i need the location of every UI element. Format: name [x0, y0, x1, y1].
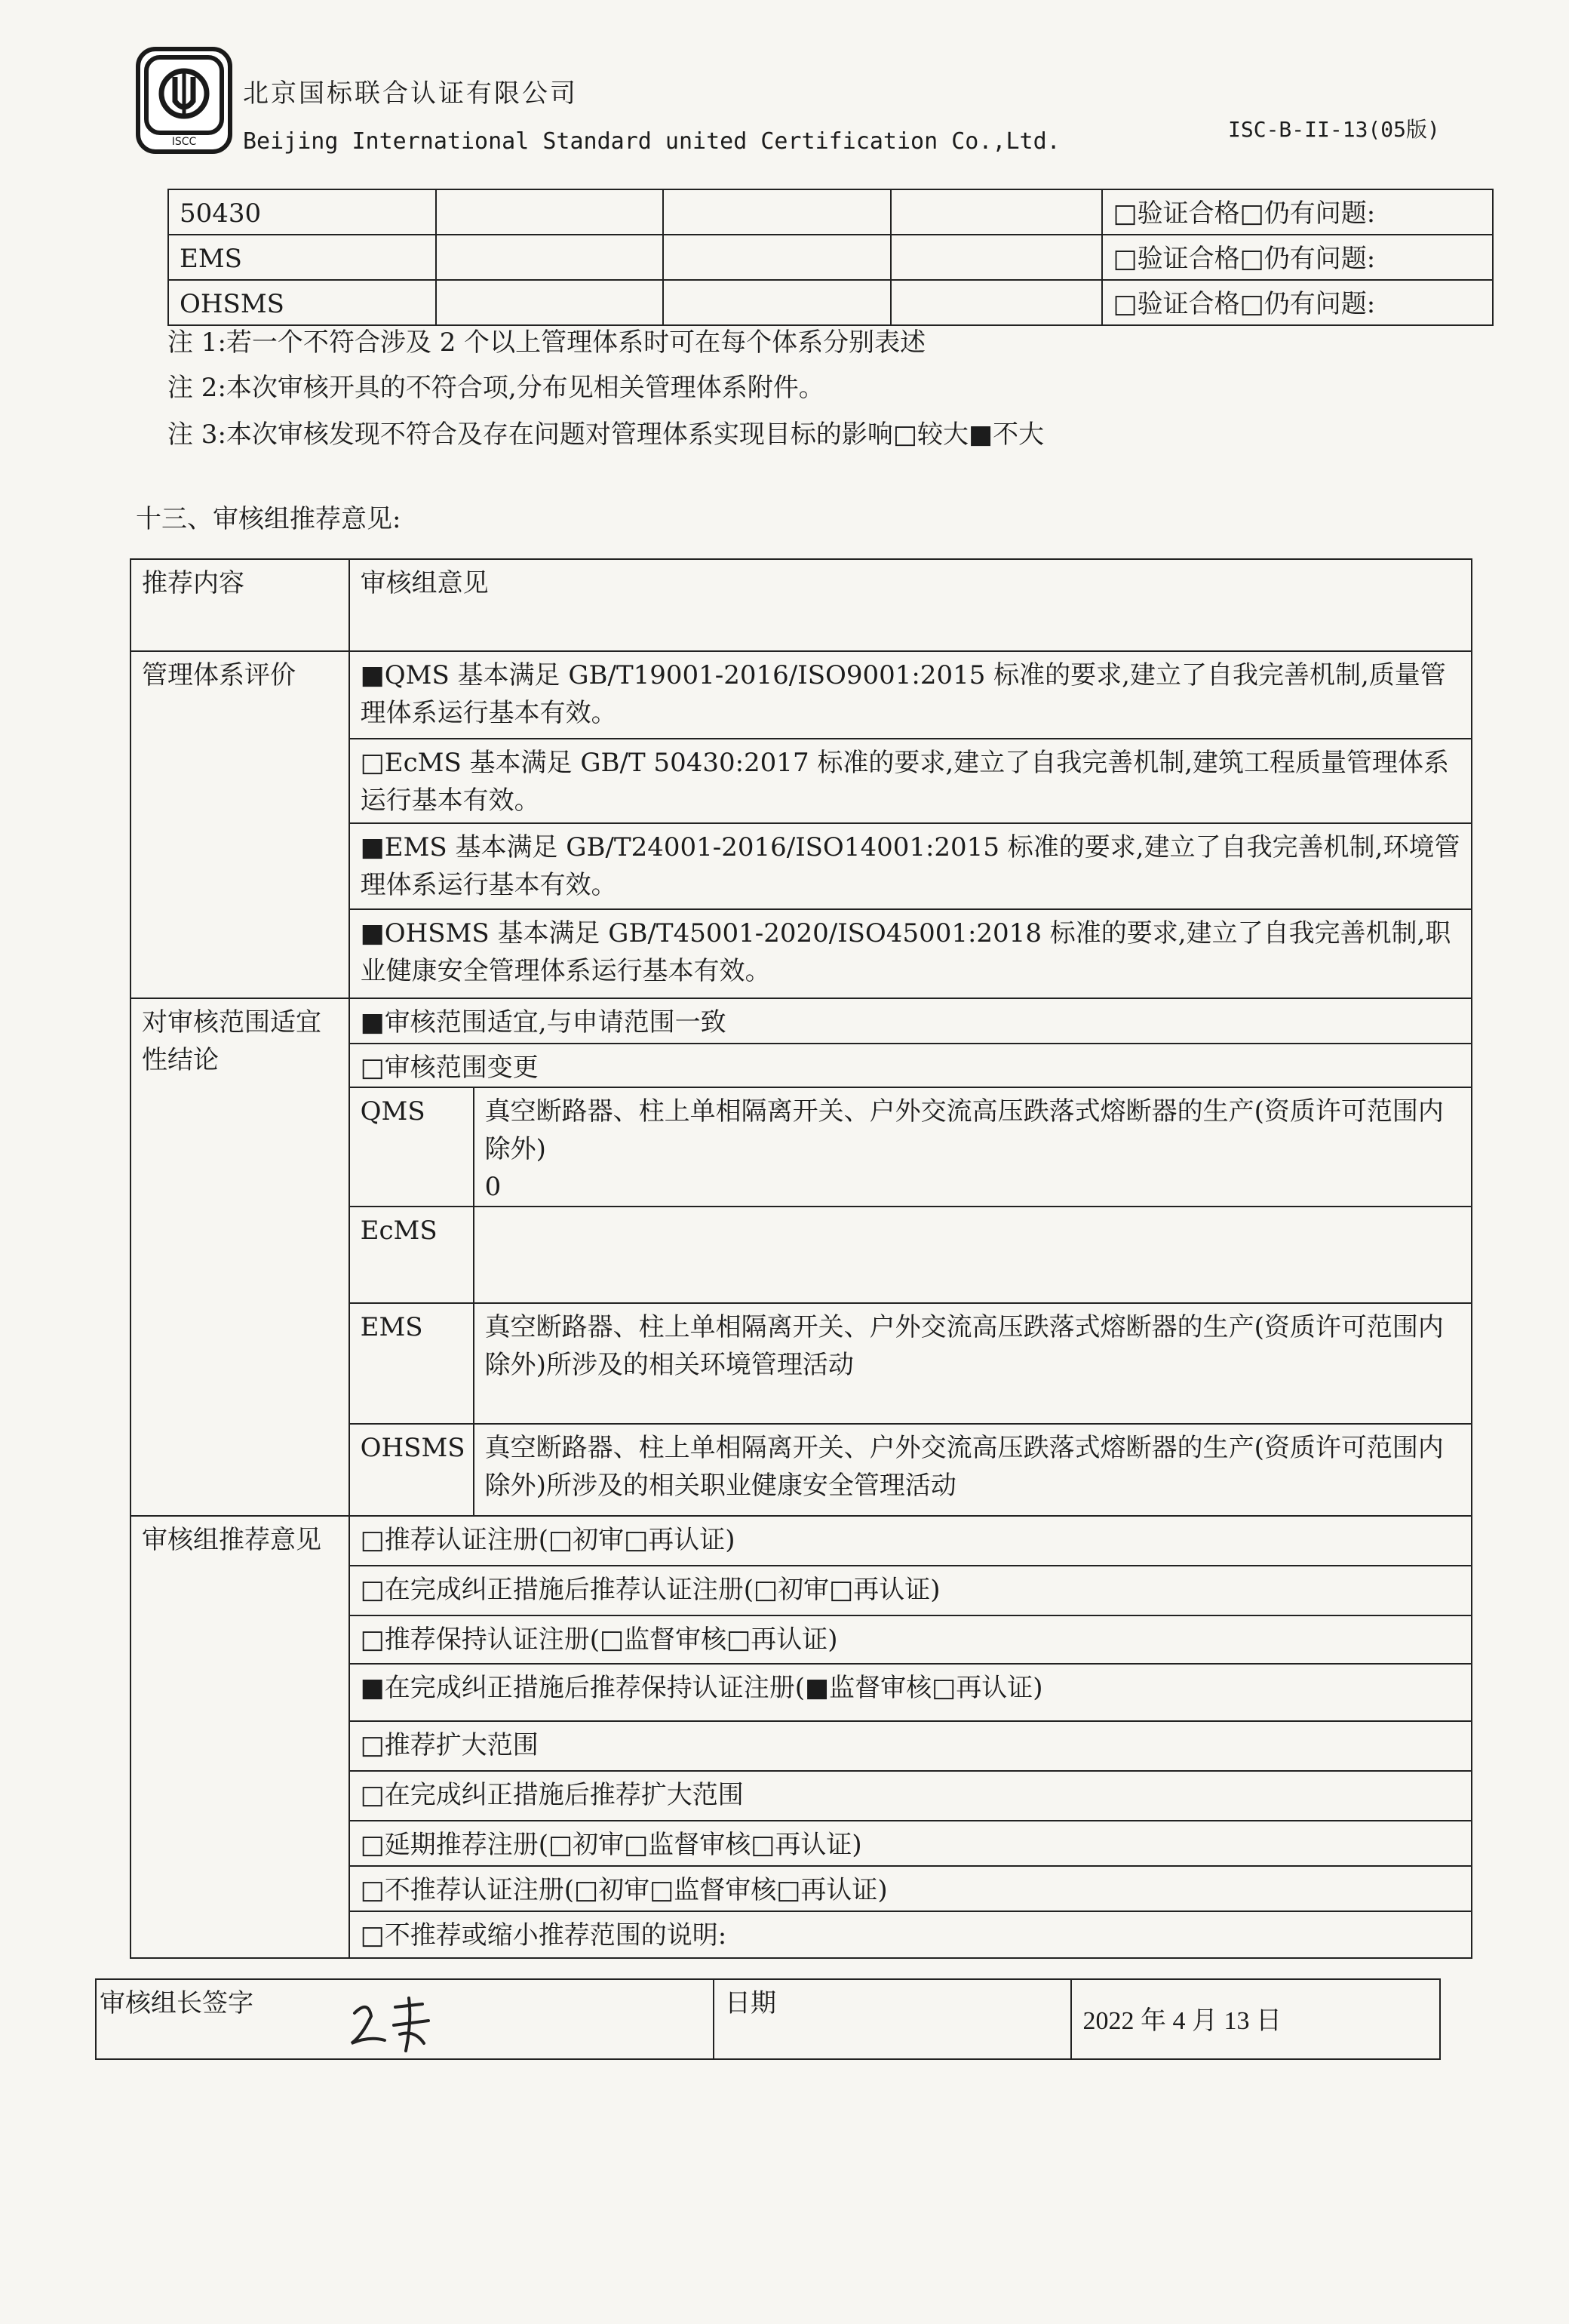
table-row [130, 1516, 1472, 1566]
logo-text: ISCC [171, 136, 197, 148]
note-1: 注 1:若一个不符合涉及 2 个以上管理体系时可在每个体系分别表述 [167, 327, 926, 358]
table-row [130, 998, 1472, 1044]
rec-option: □推荐保持认证注册(□监督审核□再认证) [360, 1625, 838, 1655]
rec-option: □在完成纠正措施后推荐扩大范围 [360, 1780, 744, 1810]
verification-status: □验证合格□仍有问题: [1113, 289, 1376, 319]
scope-system: EMS [360, 1312, 423, 1342]
document-code: ISC-B-II-13(05版) [1228, 117, 1440, 142]
scope-extra: 0 [484, 1172, 502, 1202]
eval-item-ohsms: ■OHSMS 基本满足 GB/T45001-2020/ISO45001:2018 标准的要求,建立了自我完善机制,职业健康安全管理体系运行基本有效。 [360, 918, 1451, 986]
scope-system: QMS [360, 1096, 425, 1127]
rec-option: ■在完成纠正措施后推荐保持认证注册(■监督审核□再认证) [360, 1673, 1043, 1703]
logo-emblem-icon [140, 51, 228, 149]
eval-label: 管理体系评价 [142, 660, 296, 690]
recommendation-table [130, 558, 1472, 1959]
system-label: 50430 [180, 198, 262, 229]
table-row [130, 651, 1472, 739]
scope-text: 真空断路器、柱上单相隔离开关、户外交流高压跌落式熔断器的生产(资质许可范围内除外)所涉及的相关环境管理活动 [484, 1312, 1444, 1380]
table-row [168, 235, 1493, 280]
eval-item-qms: ■QMS 基本满足 GB/T19001-2016/ISO9001:2015 标准的要求,建立了自我完善机制,质量管理体系运行基本有效。 [360, 660, 1446, 728]
scope-text: 真空断路器、柱上单相隔离开关、户外交流高压跌落式熔断器的生产(资质许可范围内除外) [484, 1096, 1444, 1164]
company-name-en: Beijing International Standard united Certification Co.,Ltd. [243, 128, 1061, 155]
note-2: 注 2:本次审核开具的不符合项,分布见相关管理体系附件。 [167, 373, 824, 403]
table-row [168, 189, 1493, 235]
system-label: EMS [180, 244, 242, 274]
leader-signature-label: 审核组长签字 [100, 1988, 253, 2018]
eval-item-ecms: □EcMS 基本满足 GB/T 50430:2017 标准的要求,建立了自我完善机制,建筑工程质量管理体系运行基本有效。 [360, 748, 1449, 816]
note-3: 注 3:本次审核发现不符合及存在问题对管理体系实现目标的影响□较大■不大 [167, 420, 1045, 450]
eval-item-ems: ■EMS 基本满足 GB/T24001-2016/ISO14001:2015 标准的要求,建立了自我完善机制,环境管理体系运行基本有效。 [360, 832, 1460, 900]
company-logo [136, 47, 232, 154]
scope-system: OHSMS [360, 1433, 465, 1463]
scope-text: 真空断路器、柱上单相隔离开关、户外交流高压跌落式熔断器的生产(资质许可范围内除外)所涉及的相关职业健康安全管理活动 [484, 1433, 1444, 1501]
date-value: 2022 年 4 月 13 日 [1082, 2007, 1282, 2035]
scope-text [474, 1207, 1471, 1212]
verification-table [167, 189, 1494, 326]
rec-option: □推荐认证注册(□初审□再认证) [360, 1525, 735, 1555]
rec-option: □延期推荐注册(□初审□监督审核□再认证) [360, 1830, 862, 1860]
handwritten-signature [339, 1990, 460, 2058]
scope-option-changed: □审核范围变更 [360, 1053, 539, 1083]
rec-option: □在完成纠正措施后推荐认证注册(□初审□再认证) [360, 1575, 941, 1605]
verification-status: □验证合格□仍有问题: [1113, 244, 1376, 274]
rec-option: □不推荐或缩小推荐范围的说明: [360, 1920, 727, 1950]
scope-option-suitable: ■审核范围适宜,与申请范围一致 [360, 1007, 726, 1038]
table-row [96, 1979, 1440, 2059]
scope-system: EcMS [360, 1216, 438, 1246]
rec-label: 审核组推荐意见 [142, 1525, 321, 1555]
scope-label: 对审核范围适宜性结论 [142, 1007, 321, 1075]
table-row [130, 559, 1472, 651]
section-title: 十三、审核组推荐意见: [136, 504, 401, 534]
verification-status: □验证合格□仍有问题: [1113, 198, 1376, 229]
rec-option: □不推荐认证注册(□初审□监督审核□再认证) [360, 1875, 888, 1905]
rec-option: □推荐扩大范围 [360, 1730, 539, 1760]
table-row [168, 280, 1493, 325]
header-left: 推荐内容 [142, 568, 244, 598]
company-name-cn: 北京国标联合认证有限公司 [243, 78, 578, 109]
date-label: 日期 [725, 1988, 777, 2018]
signature-table [95, 1978, 1441, 2060]
header-right: 审核组意见 [360, 568, 489, 598]
system-label: OHSMS [180, 289, 284, 319]
